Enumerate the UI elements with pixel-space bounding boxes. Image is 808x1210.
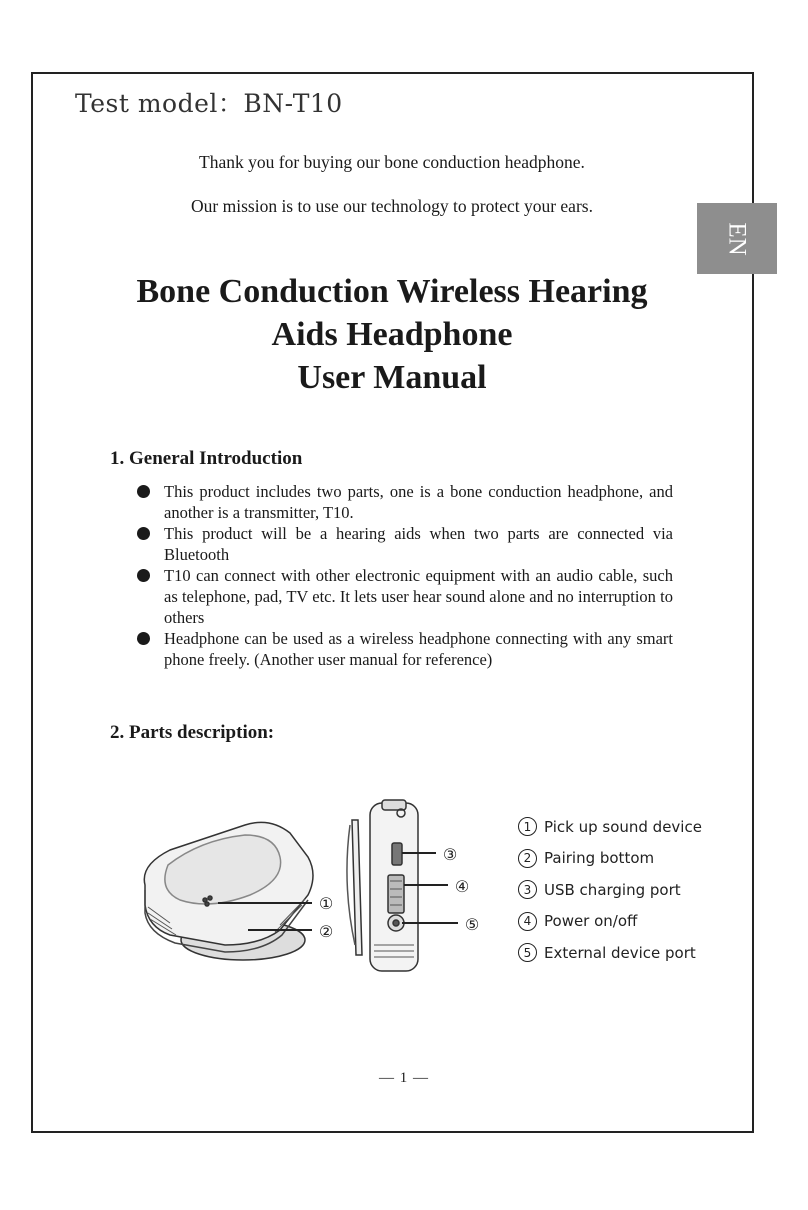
list-item (137, 628, 673, 670)
title-line-1: Bone Conduction Wireless Hearing (136, 273, 648, 310)
callout-2: ② (318, 922, 334, 941)
legend-number: 5 (518, 943, 537, 962)
parts-legend (518, 811, 702, 969)
bullet-icon (137, 632, 150, 645)
list-item-text: This product will be a hearing aids when two parts are connected via Bluetooth (164, 524, 673, 564)
list-item (137, 565, 673, 628)
callout-5: ⑤ (464, 915, 480, 934)
legend-label: Pairing bottom (544, 849, 655, 868)
legend-number: 4 (518, 912, 537, 931)
legend-number: 1 (518, 817, 537, 836)
legend-number: 2 (518, 849, 537, 868)
list-item-text: Headphone can be used as a wireless headphone connecting with any smart phone freely. (Another user manual for reference) (164, 629, 673, 669)
intro-thanks: Thank you for buying our bone conduction headphone. (199, 152, 585, 172)
legend-item (518, 874, 702, 906)
bullet-icon (137, 485, 150, 498)
callout-3: ③ (442, 845, 458, 864)
legend-label: Power on/off (544, 912, 638, 931)
list-item (137, 481, 673, 523)
section-heading-parts-description: 2. Parts description: (110, 722, 275, 743)
legend-label: USB charging port (544, 880, 681, 899)
intro-mission: Our mission is to use our technology to protect your ears. (191, 196, 593, 216)
legend-item (518, 937, 702, 969)
legend-item (518, 811, 702, 843)
introduction-list (137, 481, 673, 670)
callout-1: ① (318, 894, 334, 913)
legend-label: Pick up sound device (544, 817, 702, 836)
list-item-text: T10 can connect with other electronic equipment with an audio cable, such as telephone, pad, TV etc. It lets user hear sound alone and no interruption to others (164, 566, 673, 627)
legend-number: 3 (518, 880, 537, 899)
title-line-3: User Manual (297, 359, 487, 396)
legend-item (518, 906, 702, 938)
transmitter-device-illustration (144, 822, 313, 960)
section-heading-general-introduction: 1. General Introduction (110, 448, 303, 469)
title-line-2: Aids Headphone (271, 316, 513, 353)
bullet-icon (137, 569, 150, 582)
list-item (137, 523, 673, 565)
list-item-text: This product includes two parts, one is a bone conduction headphone, and another is a transmitter, T10. (164, 482, 673, 522)
document-title (0, 270, 784, 399)
legend-label: External device port (544, 943, 696, 962)
language-tab-label: EN (723, 221, 751, 256)
test-model-label: Test model：BN-T10 (75, 89, 343, 118)
legend-item (518, 843, 702, 875)
bullet-icon (137, 527, 150, 540)
callout-4: ④ (454, 877, 470, 896)
page-number: — 1 — (379, 1070, 429, 1086)
